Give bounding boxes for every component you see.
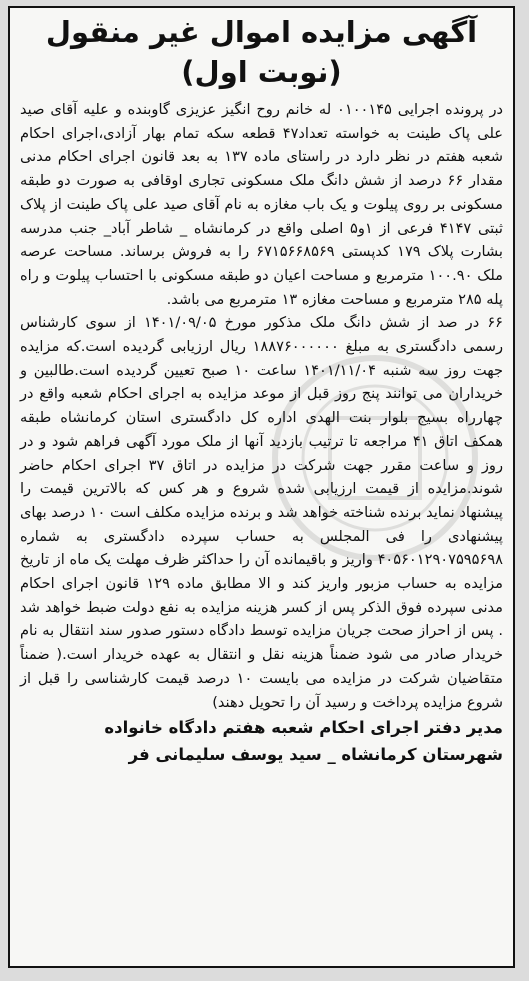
signature-line-1: مدیر دفتر اجرای احکام شعبه هفتم دادگاه خانواده — [104, 718, 503, 738]
notice-frame — [8, 6, 515, 968]
notice-paragraph-2: ۶۶ در صد از شش دانگ ملک مذکور مورخ ۱۴۰۱/۰۹/۰۵ از سوی کارشناس رسمی دادگستری به مبلغ ۱۸۸۷۶۰۰۰۰۰۰ ریال ارزیابی گردیده است.که مزایده جهت روز سه شنبه ۱۴۰۱/۱۱/۰۴ ساعت ۱۰ صبح تعیین گردیده است.طالبین و خریداران می توانند پنج روز قبل از موعد مزایده به اجرای احکام شعبه واقع در چهارراه بسیج بلوار بنت الهدی اداره کل دادگستری استان کرمانشاه طبقه همکف اتاق ۴۱ مراجعه تا ترتیب بازدید آنها از ملک مورد آگهی فراهم شود و در روز و ساعت مقرر جهت شرکت در مزایده در اتاق ۳۷ اجرای احکام حاضر شوند.مزایده از قیمت ارزیابی شده شروع و هر کس که بالاترین قیمت را پیشنهاد نماید برنده شناخته خواهد شد و برنده مزایده مکلف است ۱۰ درصد بهای پیشنهادی را فی المجلس به حساب سپرده دادگستری به شماره ۴۰۵۶۰۱۲۹۰۷۵۹۵۶۹۸ واریز و باقیمانده آن را حداکثر ظرف مهلت یک ماه از تاریخ مزایده به حساب مزبور واریز کند و الا مطابق ماده ۱۲۹ قانون اجرای احکام مدنی سپرده فوق الذکر پس از کسر هزینه مزایده به نفع دولت ضبط خواهد شد . پس از احراز صحت جریان مزایده توسط دادگاه دستور صدور سند انتقال به نام خریدار صادر می شود ضمناً هزینه نقل و انتقال به عهده خریدار است.( ضمناً متقاضیان شرکت در مزایده می بایست ۱۰ درصد قیمت کارشناسی را قبل از شروع مزایده پرداخت و رسید آن را تحویل دهند) — [20, 314, 504, 711]
signature-line-2: شهرستان کرمانشاه _ سید یوسف سلیمانی فر — [128, 745, 503, 765]
notice-title: آگهی مزایده اموال غیر منقول (نوبت اول) — [45, 15, 478, 89]
notice-paragraph-1: در پرونده اجرایی ۰۱۰۰۱۴۵ له خانم روح انگیز عزیزی گاوبنده و علیه آقای صید علی پاک طینت به خواسته تعداد۴۷ قطعه سکه تمام بهار آزادی،اجرای احکام شعبه هفتم در نظر دارد در راستای ماده ۱۳۷ به بعد قانون اجرای احکام مدنی مقدار ۶۶ درصد از شش دانگ ملک مسکونی تجاری اوقافی به صورت دو طبقه مسکونی بر روی پیلوت و یک باب مغازه به نام آقای صید علی پاک طینت از پلاک ثبتی ۴۱۴۷ فرعی از ۱و۵ اصلی واقع در کرمانشاه _ شاطر آباد_ جنب مدرسه بشارت پلاک ۱۷۹ کدپستی ۶۷۱۵۶۶۸۵۶۹ را به فروش برساند. مساحت عرصه ملک ۱۰۰.۹۰ مترمربع و مساحت اعیان دو طبقه مسکونی با احتساب پیلوت و راه پله ۲۸۵ مترمربع و مساحت مغازه ۱۳ مترمربع می باشد. — [20, 101, 504, 308]
